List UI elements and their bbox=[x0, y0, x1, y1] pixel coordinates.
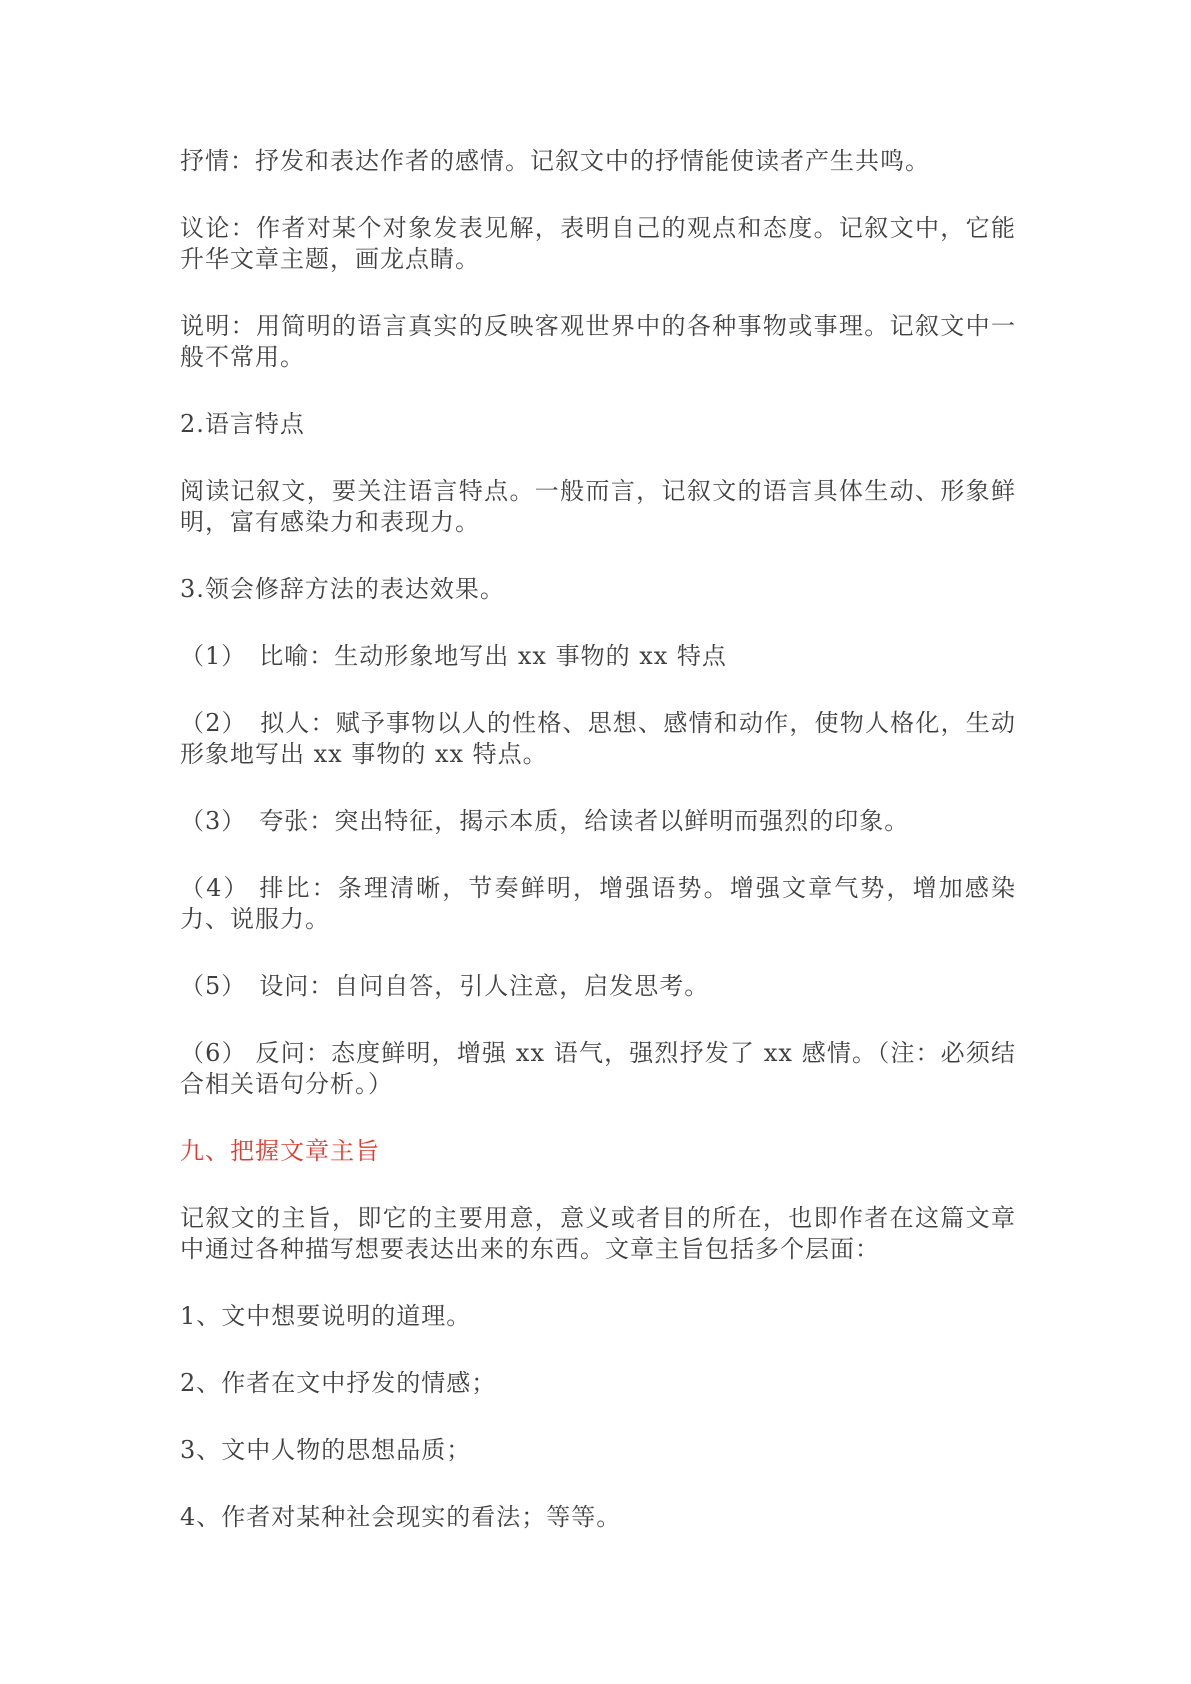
list-item-social-view: 4、作者对某种社会现实的看法；等等。 bbox=[180, 1503, 622, 1531]
subheading-language-features: 2.语言特点 bbox=[180, 410, 305, 438]
list-item-parallelism: （4） 排比：条理清晰，节奏鲜明，增强语势。增强文章气势，增加感染力、说服力。 bbox=[180, 874, 1016, 933]
list-item-metaphor: （1） 比喻：生动形象地写出 xx 事物的 xx 特点 bbox=[180, 642, 727, 670]
paragraph-discussion: 议论：作者对某个对象发表见解，表明自己的观点和态度。记叙文中，它能升华文章主题，画龙点睛。 bbox=[180, 214, 1016, 273]
paragraph-language-features: 阅读记叙文，要关注语言特点。一般而言，记叙文的语言具体生动、形象鲜明，富有感染力和表现力。 bbox=[180, 477, 1016, 536]
paragraph-explanation: 说明：用简明的语言真实的反映客观世界中的各种事物或事理。记叙文中一般不常用。 bbox=[180, 312, 1016, 371]
list-item-principle: 1、文中想要说明的道理。 bbox=[180, 1302, 472, 1330]
paragraph-lyric-expression: 抒情：抒发和表达作者的感情。记叙文中的抒情能使读者产生共鸣。 bbox=[180, 147, 930, 175]
section-heading-nine: 九、把握文章主旨 bbox=[180, 1137, 380, 1165]
list-item-character-quality: 3、文中人物的思想品质； bbox=[180, 1436, 472, 1464]
list-item-rhetorical-question-ask: （5） 设问：自问自答，引人注意，启发思考。 bbox=[180, 972, 710, 1000]
paragraph-main-idea-intro: 记叙文的主旨，即它的主要用意，意义或者目的所在，也即作者在这篇文章中通过各种描写想要表达出来的东西。文章主旨包括多个层面： bbox=[180, 1204, 1016, 1263]
list-item-emotion: 2、作者在文中抒发的情感； bbox=[180, 1369, 497, 1397]
list-item-hyperbole: （3） 夸张：突出特征，揭示本质，给读者以鲜明而强烈的印象。 bbox=[180, 807, 910, 835]
list-item-rhetorical-question-counter: （6） 反问：态度鲜明，增强 xx 语气，强烈抒发了 xx 感情。（注：必须结合相关语句分析。） bbox=[180, 1039, 1016, 1098]
subheading-rhetoric-effects: 3.领会修辞方法的表达效果。 bbox=[180, 575, 505, 603]
list-item-personification: （2） 拟人：赋予事物以人的性格、思想、感情和动作，使物人格化，生动形象地写出 xx 事物的 xx 特点。 bbox=[180, 709, 1016, 768]
document-content bbox=[180, 146, 1016, 1569]
